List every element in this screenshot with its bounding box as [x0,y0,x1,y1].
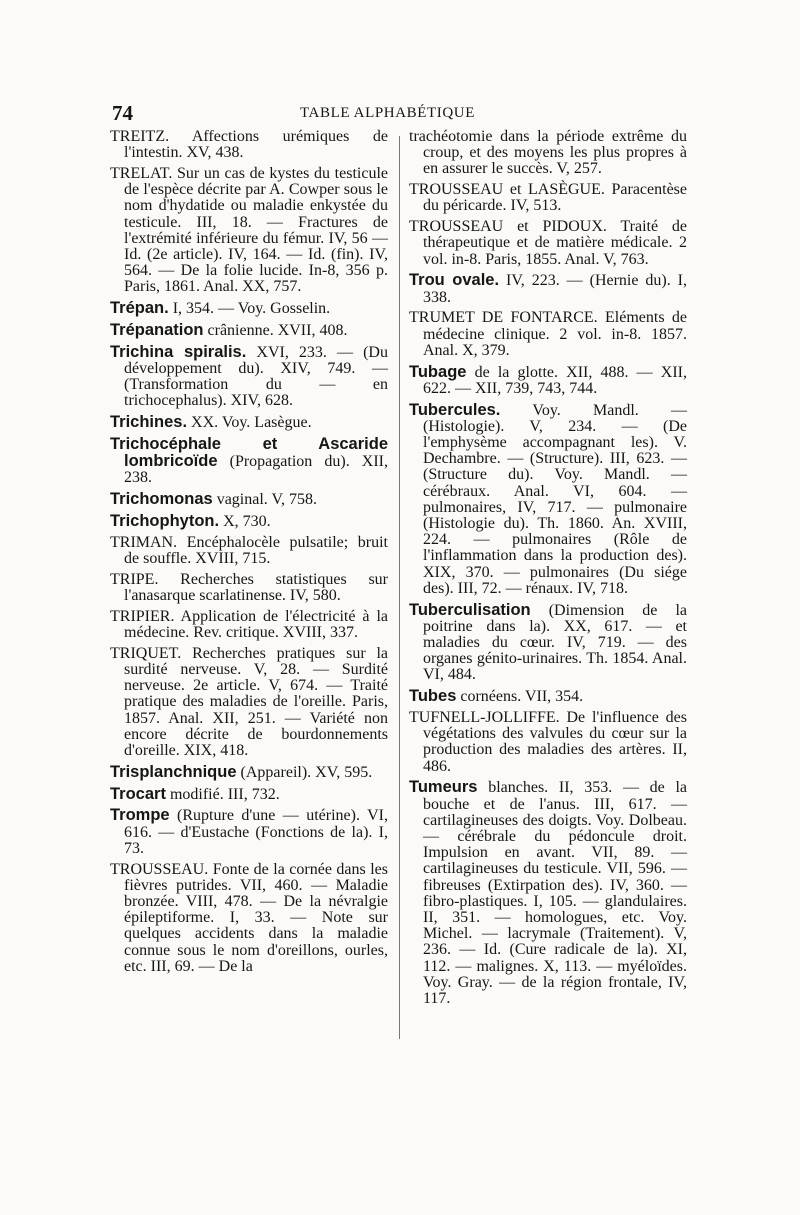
index-entry [409,364,687,397]
entry-text: I, 354. — Voy. Gosselin. [172,300,331,318]
entry-headword: TRELAT. [110,165,173,182]
entry-text: XX. Voy. Lasègue. [191,414,312,432]
entry-text: de la glotte. XII, 488. — XII, 622. — XII, 739, 743, 744. [423,363,688,397]
entry-text: blanches. II, 353. — de la bouche et de l'anus. III, 617. — cartilagineuses des doigts. Voy. Dolbeau. — cérébrale du pédoncule droit. Impulsion en avant. VII, 89. — cartilagineuses du testicule. VII, 596. — fibreuses (Extirpation des). IV, 360. — fibro-plastiques. I, 105. — glandulaires. II, 351. — homologues, etc. Voy. Michel. — lacrymale (Traitement). V, 236. — Id. (Cure radicale de la). XI, 112. — malignes. X, 113. — myéloïdes. Voy. Gray. — de la région frontale, IV, 117. [423,779,688,1008]
entry-headword: TRUMET DE FONTARCE. [409,309,598,327]
running-header: TABLE ALPHABÉTIQUE [300,105,476,121]
index-entry [409,779,687,1007]
index-entry [110,786,388,803]
index-entry [409,219,687,268]
entry-text: X, 730. [223,513,271,531]
entry-text: trachéotomie dans la période extrême du croup, et des moyens les plus propres à en assurer le succès. V, 257. [409,128,687,178]
index-entry [110,535,388,567]
left-column [110,129,388,980]
index-entry [110,344,388,410]
entry-headword: TROUSSEAU et LASÈGUE. [409,181,605,199]
index-entry [110,572,388,604]
entry-headword: TROUSSEAU. [110,860,209,878]
entry-headword: Trichines. [110,413,188,432]
entry-headword: TROUSSEAU et PIDOUX. [409,218,607,236]
index-entry [110,436,388,487]
index-entry [110,491,388,508]
entry-headword: Tubage [409,362,467,381]
entry-headword: Tubes [409,687,457,706]
entry-text: crânienne. XVII, 408. [207,322,348,340]
entry-headword: TRIPIER. [110,607,175,625]
entry-text: Recherches pratiques sur la surdité nerveuse. V, 28. — Surdité nerveuse. 2e article. V, 674. — Traité pratique des maladies de l'oreille. Paris, 1857. Anal. XII, 251. — Variété non encore décrite de bourdonnements d'oreille. XIX, 418. [124,644,389,760]
right-column [409,129,687,1012]
index-entry [409,182,687,214]
entry-text: Paracentèse du péricarde. IV, 513. [423,181,687,215]
entry-text: (Rupture d'une — utérine). VI, 616. — d'Eustache (Fonctions de la). I, 73. [124,807,388,857]
entry-text: (Dimension de la poitrine dans la). XX, 617. — et maladies du cœur. IV, 719. — des organes génito-urinaires. Th. 1854. Anal. VI, 484. [423,601,687,684]
entry-headword: Trichocéphale et Ascaride lombricoïde [110,435,388,471]
entry-text: De l'influence des végétations des valvules du cœur sur la production des maladies des artères. II, 486. [423,709,688,775]
entry-text: Affections urémiques de l'intestin. XV, 438. [124,128,388,162]
entry-text: (Propagation du). XII, 238. [124,453,389,487]
entry-text: Voy. Mandl. — (Histologie). V, 234. — (De l'emphysème accompagnant les). V. Dechambre. — (Structure). III, 623. — (Structure du). Voy. Mandl. — cérébraux. Anal. VI, 604. — pulmonaires, IV, 717. — pulmonaire (Histologie du). Th. 1860. An. XVIII, 224. — pulmonaires (Rôle de l'inflammation dans la production des). XIX, 370. — pulmonaires (Du siége des). III, 72. — rénaux. IV, 718. [423,401,687,597]
entry-headword: Tuberculisation [409,600,531,619]
entry-headword: TRIMAN. [110,533,178,551]
index-entry [110,166,388,296]
entry-text: (Appareil). XV, 595. [240,763,373,781]
entry-headword: Trompe [110,806,170,825]
entry-headword: TREITZ. [110,128,170,145]
entry-text: Traité de thérapeutique et de matière médicale. 2 vol. in-8. Paris, 1855. Anal. V, 763. [423,218,687,268]
index-entry [409,688,687,705]
page-number: 74 [112,101,133,125]
index-entry [110,862,388,975]
entry-text: XVI, 233. — (Du développement du). XIV, 749. — (Transformation du — en trichocephalus). XIV, 628. [124,343,388,410]
entry-headword: TUFNELL-JOLLIFFE. [409,709,560,727]
entry-text: vaginal. V, 758. [216,491,317,509]
index-entry [409,129,687,178]
entry-text: Eléments de médecine clinique. 2 vol. in-8. 1857. Anal. X, 379. [423,309,687,359]
index-entry [110,764,388,781]
entry-headword: Trocart [110,784,166,803]
index-entry [110,129,388,161]
index-entry [409,402,687,597]
entry-headword: TRIPE. [110,570,159,588]
entry-headword: Trichina spiralis. [110,342,247,361]
index-entry [409,310,687,359]
entry-headword: Trépanation [110,321,204,340]
index-entry [110,807,388,857]
index-entry [110,513,388,530]
index-entry [110,322,388,339]
entry-text: Fonte de la cornée dans les fièvres putrides. VII, 460. — Maladie bronzée. VIII, 478. — De la névralgie épileptiforme. I, 33. — Note sur quelques accidents dans la maladie connue sous le nom d'oreillons, ourles, etc. III, 69. — De la [124,860,389,975]
entry-headword: Trisplanchnique [110,762,237,781]
entry-headword: Tumeurs [409,778,478,797]
index-entry [110,414,388,431]
entry-headword: TRIQUET. [110,644,182,662]
index-entry [409,272,687,305]
entry-text: Application de l'électricité à la médecine. Rev. critique. XVIII, 337. [124,607,388,642]
column-divider [399,136,400,1039]
entry-headword: Tubercules. [409,400,501,419]
index-entry [110,300,388,317]
entry-text: Sur un cas de kystes du testicule de l'espèce décrite par A. Cowper sous le nom d'hydatide ou maladie enkystée du testicule. III, 18. — Fractures de l'extrémité inférieure du fémur. IV, 56 — Id. (2e article). IV, 164. — Id. (fin). IV, 564. — De la folie lucide. In-8, 356 p. Paris, 1861. Anal. XX, 757. [124,165,388,296]
entry-headword: Trépan. [110,299,169,318]
entry-text: Recherches statistiques sur l'anasarque scarlatinense. IV, 580. [124,570,388,605]
entry-text: modifié. III, 732. [169,785,280,803]
entry-text: IV, 223. — (Hernie du). I, 338. [423,272,687,306]
index-entry [110,609,388,641]
entry-text: cornéens. VII, 354. [460,688,584,706]
index-entry [409,710,687,775]
entry-headword: Trichomonas [110,490,213,509]
entry-headword: Trou ovale. [409,271,500,290]
entry-headword: Trichophyton. [110,512,220,531]
index-entry [409,602,687,684]
entry-text: Encéphalocèle pulsatile; bruit de souffle. XVIII, 715. [124,533,388,568]
index-entry [110,646,388,759]
